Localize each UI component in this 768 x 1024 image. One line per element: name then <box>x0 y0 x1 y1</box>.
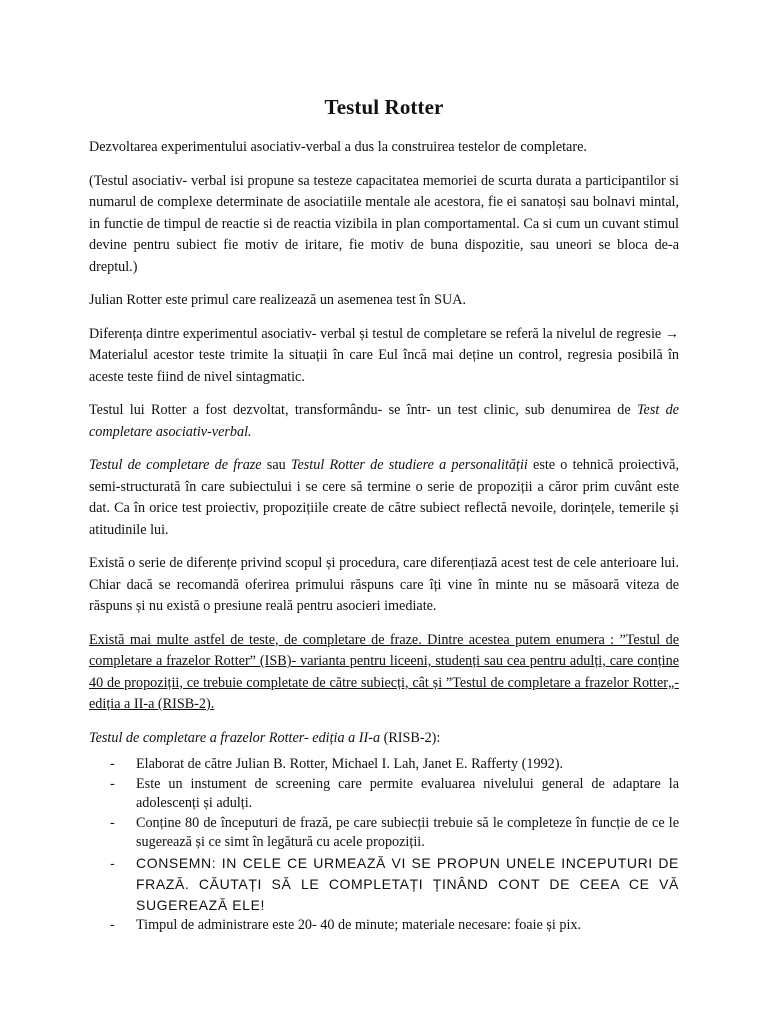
paragraph-clinical-test <box>89 400 679 443</box>
bullet-dash: - <box>110 854 116 871</box>
list-item <box>110 853 679 916</box>
list-item <box>110 814 679 853</box>
bullet-dash: - <box>110 814 115 831</box>
clinical-test-lead: Testul lui Rotter a fost dezvoltat, transformându- se într- un test clinic, sub denumirea de <box>89 402 637 418</box>
bullet-dash: - <box>110 916 115 933</box>
list-item <box>110 755 679 775</box>
risb2-bullet-list <box>89 755 679 935</box>
sentence-completion-conjunction: sau <box>261 457 291 473</box>
list-item-text: Elaborat de către Julian B. Rotter, Michael I. Lah, Janet E. Rafferty (1992). <box>136 756 564 772</box>
page-title: Testul Rotter <box>324 95 444 119</box>
list-item-text: CONSEMN: IN CELE CE URMEAZĂ VI SE PROPUN UNELE INCEPUTURI DE FRAZĂ. CĂUTAȚI SĂ LE COMPLETAȚI ȚINÂND CONT DE CEEA CE VĂ SUGEREAZĂ ELE! <box>136 854 679 913</box>
paragraph-differences: Există o serie de diferențe privind scopul și procedura, care diferențiază acest test de cele anterioare lui. Chiar dacă se recomandă oferirea primului răspuns care îți vine în minte nu se măsoară viteza de răspuns și nu există o presiune reală pentru asocieri imediate. <box>89 555 679 614</box>
bullet-dash: - <box>110 775 115 792</box>
clinical-test-name: Test de completare asociativ-verbal. <box>89 402 679 440</box>
sentence-completion-description: este o tehnică proiectivă, semi-structurată în care subiectului i se cere să termine o serie de propoziții a căror prim cuvânt este dat. Ca în orice test proiectiv, propozițiile create de către subiect reflectă nevoile, dorințele, temerile și atitudinile lui. <box>89 457 679 538</box>
sentence-completion-name: Testul de completare de fraze <box>89 457 262 473</box>
list-item-text: Conține 80 de începuturi de frază, pe care subiecții trebuie să le completeze în funcție de ce le sugerează și ce simt în legătură cu acele propoziții. <box>136 814 679 850</box>
bullet-dash: - <box>110 756 115 772</box>
list-item <box>110 916 679 936</box>
personality-test-name: Testul Rotter de studiere a personalității <box>290 457 528 473</box>
paragraph-associative-test: (Testul asociativ- verbal isi propune sa testeze capacitatea memoriei de scurta durata a participantilor si numarul de complexe determinate de asociatiile mentale ale acestora, fie ei sanatoși sau bolnavi mintal, in functie de timpul de reactie si de reactia vizibila in plan comportamental. Ca si cum un cuvant stimul devine pentru subiect fie motiv de iritare, fie motiv de buna dispozitie, sau uneori se bloca de-a dreptul.) <box>89 172 679 275</box>
list-item-text: Timpul de administrare este 20- 40 de minute; materiale necesare: foaie și pix. <box>136 916 582 933</box>
paragraph-julian-rotter: Julian Rotter este primul care realizează un asemenea test în SUA. <box>89 292 467 308</box>
list-item-text: Este un instument de screening care permite evaluarea nivelului general de adaptare la adolescenți și adulți. <box>136 775 679 811</box>
risb2-name: Testul de completare a frazelor Rotter- ediția a II-a <box>89 729 381 746</box>
paragraph-intro: Dezvoltarea experimentului asociativ-verbal a dus la construirea testelor de completare. <box>89 139 587 155</box>
risb2-abbrev: (RISB-2): <box>380 729 441 746</box>
paragraph-sentence-completion <box>89 455 679 541</box>
list-item <box>110 775 679 814</box>
paragraph-risb2-heading <box>89 728 679 750</box>
paragraph-test-variants: Există mai multe astfel de teste, de completare de fraze. Dintre acestea putem enumera : ”Testul de completare a frazelor Rotter” (ISB)- varianta pentru liceeni, studenți sau cea pentru adulți, care conține 40 de propoziții, ce trebuie completate de către subiecți, cât și ”Testul de completare a frazelor Rotter„- ediția a II-a (RISB-2). <box>89 631 679 712</box>
paragraph-difference: Diferența dintre experimentul asociativ- verbal și testul de completare se referă la nivelul de regresie → Materialul acestor teste trimite la situații în care Eul încă mai deține un control, regresia posibilă în aceste teste fiind de nivel sintagmatic. <box>89 325 679 385</box>
